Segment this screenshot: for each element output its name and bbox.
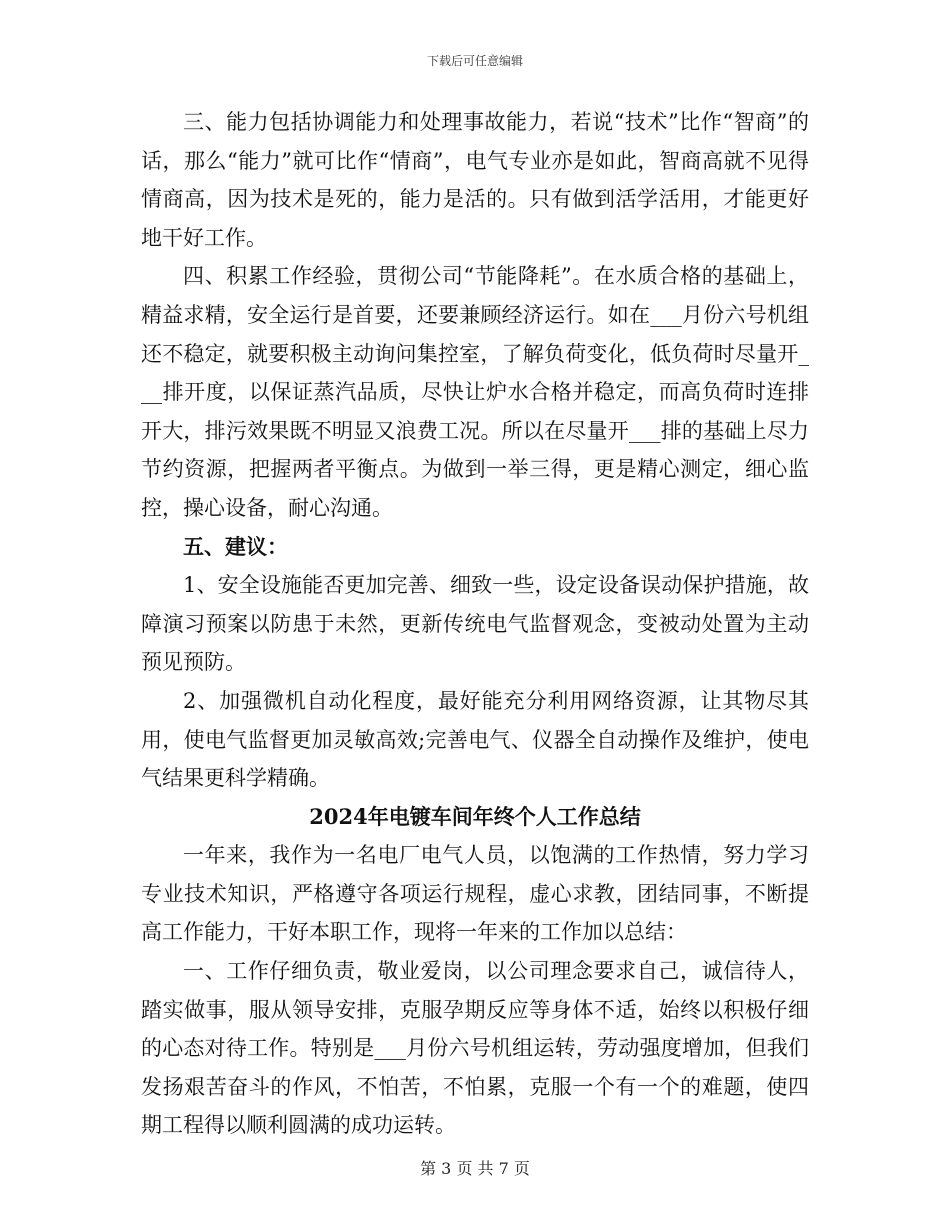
paragraph-suggestion-2: 2、加强微机自动化程度，最好能充分利用网络资源，让其物尽其用，使电气监督更加灵敏高效;完善电气、仪器全自动操作及维护，使电气结果更科学精确。	[141, 688, 809, 791]
page-number: 第 3 页 共 7 页	[420, 1159, 530, 1178]
paragraph-intro: 一年来，我作为一名电厂电气人员，以饱满的工作热情，努力学习专业技术知识，严格遵守各项运行规程，虚心求教，团结同事，不断提高工作能力，干好本职工作，现将一年来的工作加以总结：	[141, 843, 809, 945]
paragraph-ability: 三、能力包括协调能力和处理事故能力，若说“技术”比作“智商”的话，那么“能力”就可比作“情商”，电气专业亦是如此，智商高就不见得情商高，因为技术是死的，能力是活的。只有做到活学活用，才能更好地干好工作。	[141, 110, 809, 250]
document-body	[141, 103, 809, 1145]
paragraph-work-attitude: 一、工作仔细负责，敬业爱岗，以公司理念要求自己，诚信待人，踏实做事，服从领导安排，克服孕期反应等身体不适，始终以积极仔细的心态对待工作。特别是___月份六号机组运转，劳动强度增加，但我们发扬艰苦奋斗的作风，不怕苦，不怕累，克服一个有一个的难题，使四期工程得以顺利圆满的成功运转。	[141, 959, 809, 1138]
page-header: 下载后可任意编辑	[426, 54, 523, 68]
section-title: 2024年电镀车间年终个人工作总结	[309, 803, 641, 829]
paragraph-suggestion-1: 1、安全设施能否更加完善、细致一些，设定设备误动保护措施，故障演习预案以防患于未然，更新传统电气监督观念，变被动处置为主动预见预防。	[141, 573, 809, 675]
paragraph-experience: 四、积累工作经验，贯彻公司“节能降耗”。在水质合格的基础上，精益求精，安全运行是首要，还要兼顾经济运行。如在___月份六号机组还不稳定，就要积极主动询问集控室，了解负荷变化，低负荷时尽量开___排开度，以保证蒸汽品质，尽快让炉水合格并稳定，而高负荷时连排开大，排污效果既不明显又浪费工况。所以在尽量开___排的基础上尽力节约资源，把握两者平衡点。为做到一举三得，更是精心测定，细心监控，操心设备，耐心沟通。	[141, 264, 809, 520]
heading-suggestions: 五、建议：	[183, 533, 288, 559]
